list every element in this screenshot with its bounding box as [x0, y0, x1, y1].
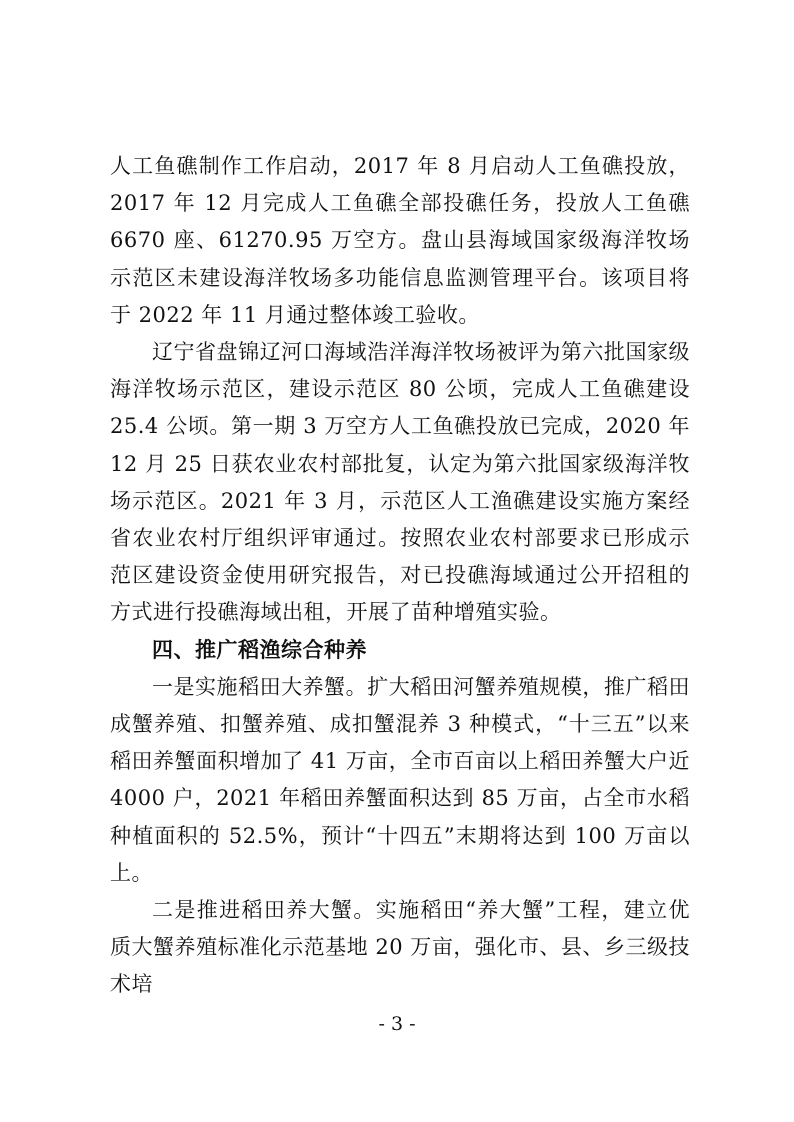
paragraph-rice-crab-expansion: 一是实施稻田大养蟹。扩大稻田河蟹养殖规模，推广稻田成蟹养殖、扣蟹养殖、成扣蟹混养 3 种模式，“十三五”以来稻田养蟹面积增加了 41 万亩，全市百亩以上稻田养蟹大户近 4000 户，2021 年稻田养蟹面积达到 85 万亩，占全市水稻种植面积的 52.5%，预计“十四五”末期将达到 100 万亩以上。	[110, 674, 690, 885]
paragraph-fish-reef-continuation: 人工鱼礁制作工作启动，2017 年 8 月启动人工鱼礁投放，2017 年 12 月完成人工鱼礁全部投礁任务，投放人工鱼礁 6670 座、61270.95 万空方。盘山县海域国家级海洋牧场示范区未建设海洋牧场多功能信息监测管理平台。该项目将于 2022 年 11 月通过整体竣工验收。	[110, 154, 690, 327]
paragraph-liaohekou-ranch: 辽宁省盘锦辽河口海域浩洋海洋牧场被评为第六批国家级海洋牧场示范区，建设示范区 80 公顷，完成人工鱼礁建设 25.4 公顷。第一期 3 万空方人工鱼礁投放已完成，2020 年 12 月 25 日获农业农村部批复，认定为第六批国家级海洋牧场示范区。2021 年 3 月，示范区人工渔礁建设实施方案经省农业农村厅组织评审通过。按照农业农村部要求已形成示范区建设资金使用研究报告，对已投礁海域通过公开招租的方式进行投礁海域出租，开展了苗种增殖实验。	[110, 340, 690, 625]
section-heading: 四、推广稻渔综合种养	[152, 637, 367, 662]
page-number: - 3 -	[378, 1013, 416, 1035]
body-text	[110, 148, 690, 1004]
paragraph-rice-big-crab: 二是推进稻田养大蟹。实施稻田“养大蟹”工程，建立优质大蟹养殖标准化示范基地 20 万亩，强化市、县、乡三级技术培	[110, 898, 690, 997]
